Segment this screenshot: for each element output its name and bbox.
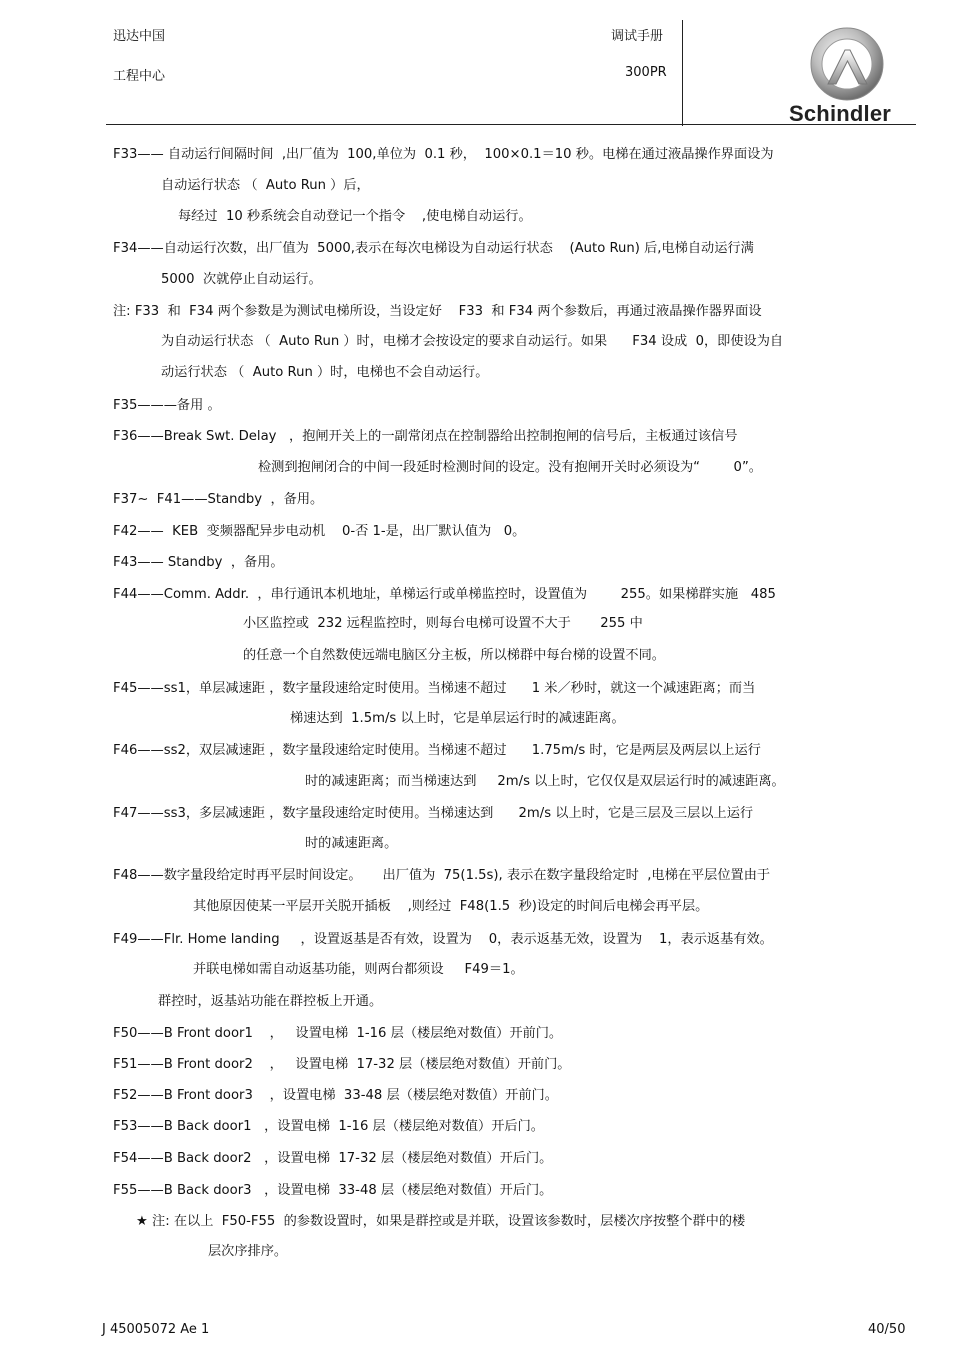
- text-line: 注: F33 和 F34 两个参数是为测试电梯所设，当设定好 F33 和 F34 两个参数后，再通过液晶操作器界面设: [113, 304, 762, 319]
- text-line: F37~ F41——Standby ，备用。: [113, 492, 324, 507]
- text-line: 每经过 10 秒系统会自动登记一个指令 ,使电梯自动运行。: [178, 209, 532, 224]
- text-line: 5000 次就停止自动运行。: [161, 272, 322, 287]
- text-line: ★ 注: 在以上 F50-F55 的参数设置时，如果是群控或是并联，设置该参数时，层楼次序按整个群中的楼: [136, 1214, 746, 1229]
- header-doc-title: 调试手册: [611, 29, 664, 44]
- text-line: 自动运行状态 （ Auto Run ）后，: [161, 178, 370, 193]
- header-divider-vertical: [682, 20, 683, 126]
- text-line: F35———备用 。: [113, 398, 221, 413]
- text-line: 的任意一个自然数使远端电脑区分主板，所以梯群中每台梯的设置不同。: [243, 648, 665, 663]
- header-model: 300PR: [625, 65, 667, 80]
- text-line: F55——B Back door3 ，设置电梯 33-48 层（楼层绝对数值）开后门。: [113, 1183, 553, 1198]
- text-line: 动运行状态 （ Auto Run ）时，电梯也不会自动运行。: [161, 365, 489, 380]
- text-line: 层次序排序。: [208, 1244, 288, 1259]
- text-line: F51——B Front door2 ， 设置电梯 17-32 层（楼层绝对数值）开前门。: [113, 1057, 571, 1072]
- text-line: 并联电梯如需自动返基功能，则两台都须设 F49＝1。: [193, 962, 524, 977]
- text-line: 时的减速距离。: [305, 836, 398, 851]
- text-line: F33—— 自动运行间隔时间 ,出厂值为 100,单位为 0.1 秒， 100×0.1＝10 秒。电梯在通过液晶操作界面设为: [113, 147, 774, 162]
- text-line: F43—— Standby ，备用。: [113, 555, 284, 570]
- text-line: 小区监控或 232 远程监控时，则每台电梯可设置不大于 255 中: [243, 616, 643, 631]
- text-line: 梯速达到 1.5m/s 以上时，它是单层运行时的减速距离。: [290, 711, 625, 726]
- text-line: F48——数字量段给定时再平层时间设定。 出厂值为 75(1.5s), 表示在数字量段给定时 ,电梯在平层位置由于: [113, 868, 771, 883]
- text-line: 为自动运行状态 （ Auto Run ）时，电梯才会按设定的要求自动运行。如果 F34 设成 0，即使设为自: [161, 334, 784, 349]
- text-line: F54——B Back door2 ，设置电梯 17-32 层（楼层绝对数值）开后门。: [113, 1151, 553, 1166]
- header-company: 迅达中国: [113, 29, 166, 44]
- header-department: 工程中心: [113, 69, 166, 84]
- text-line: F50——B Front door1 ， 设置电梯 1-16 层（楼层绝对数值）开前门。: [113, 1026, 563, 1041]
- text-line: F34——自动运行次数，出厂值为 5000,表示在每次电梯设为自动运行状态 (Auto Run) 后,电梯自动运行满: [113, 241, 754, 256]
- text-line: F53——B Back door1 ，设置电梯 1-16 层（楼层绝对数值）开后门。: [113, 1119, 544, 1134]
- brand-name: Schindler: [789, 101, 892, 126]
- text-line: F36——Break Swt. Delay ，抱闸开关上的一副常闭点在控制器给出控制抱闸的信号后，主板通过该信号: [113, 429, 738, 444]
- footer-doc-number: J 45005072 Ae 1: [102, 1322, 210, 1337]
- text-line: 其他原因使某一平层开关脱开插板 ,则经过 F48(1.5 秒)设定的时间后电梯会再平层。: [193, 899, 709, 914]
- text-line: 时的减速距离；而当梯速达到 2m/s 以上时，它仅仅是双层运行时的减速距离。: [305, 774, 785, 789]
- text-line: 群控时，返基站功能在群控板上开通。: [158, 994, 383, 1009]
- text-line: F46——ss2，双层减速距 ，数字量段速给定时使用。当梯速不超过 1.75m/s 时，它是两层及两层以上运行: [113, 743, 761, 758]
- text-line: 检测到抱闸闭合的中间一段延时检测时间的设定。没有抱闸开关时必须设为“ 0”。: [258, 460, 762, 475]
- text-line: F44——Comm. Addr. ，串行通讯本机地址，单梯运行或单梯监控时，设置值为 255。如果梯群实施 485: [113, 587, 776, 602]
- text-line: F45——ss1，单层减速距 ，数字量段速给定时使用。当梯速不超过 1 米／秒时，就这一个减速距离；而当: [113, 681, 756, 696]
- footer-page-number: 40/50: [868, 1322, 906, 1337]
- text-line: F49——Flr. Home landing ，设置返基是否有效，设置为 0，表示返基无效，设置为 1，表示返基有效。: [113, 932, 773, 947]
- text-line: F52——B Front door3 ，设置电梯 33-48 层（楼层绝对数值）开前门。: [113, 1088, 558, 1103]
- text-line: F47——ss3，多层减速距 ，数字量段速给定时使用。当梯速达到 2m/s 以上时，它是三层及三层以上运行: [113, 806, 754, 821]
- text-line: F42—— KEB 变频器配异步电动机 0-否 1-是，出厂默认值为 0。: [113, 524, 526, 539]
